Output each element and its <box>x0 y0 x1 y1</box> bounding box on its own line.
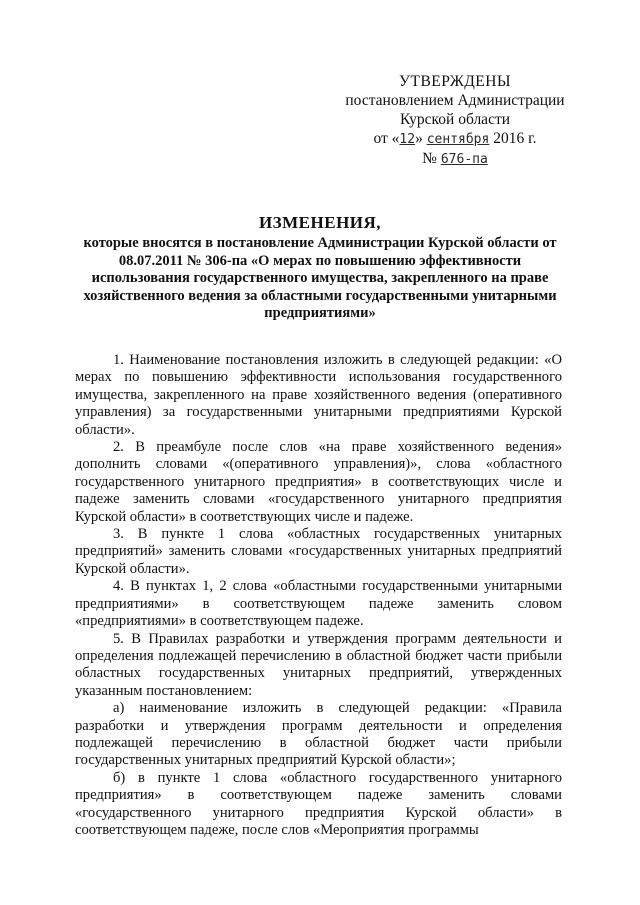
date-day: 12 <box>399 132 416 147</box>
date-mid: » <box>415 130 423 147</box>
approval-heading: УТВЕРЖДЕНЫ <box>399 73 511 90</box>
paragraph-4: 4. В пунктах 1, 2 слова «областными государственными унитарными предприятиями» в соответствующем падеже заменить словом «предприятиями» в соответствующем падеже. <box>75 578 562 630</box>
date-month: сентября <box>426 132 490 147</box>
number-value: 676-па <box>440 152 488 167</box>
document-title: ИЗМЕНЕНИЯ, <box>258 213 382 232</box>
approval-region-line: Курской области <box>399 111 511 128</box>
approval-stamp-block <box>330 72 580 169</box>
paragraph-5a: а) наименование изложить в следующей редакции: «Правила разработки и утверждения программ деятельности и определения подлежащей перечислению в областной бюджет части прибыли государственных унитарных предприятий Курской области»; <box>75 700 562 769</box>
paragraph-2: 2. В преамбуле после слов «на праве хозяйственного ведения» дополнить словами «(оперативного управления)», слова «областного государственного унитарного предприятия» в соответствующих числе и падеже заменить словами «государственного унитарного предприятия Курской области» в соответствующих числе и падеже. <box>75 439 562 525</box>
approval-authority-line: постановлением Администрации <box>345 92 565 109</box>
paragraph-3: 3. В пункте 1 слова «областных государственных унитарных предприятий» заменить словами «государственных унитарных предприятий Курской области». <box>75 526 562 577</box>
paragraph-5b: б) в пункте 1 слова «областного государственного унитарного предприятия» в соответствующем падеже заменить словами «государственного унитарного предприятия Курской области» в соответствующем падеже, после слов «Мероприятия программы <box>75 769 562 838</box>
approval-date-line <box>330 129 580 149</box>
document-title-block <box>80 213 560 323</box>
document-body <box>75 352 562 839</box>
paragraph-5: 5. В Правилах разработки и утверждения программ деятельности и определения подлежащей перечислению в областной бюджет части прибыли областных государственных унитарных предприятий, утвержденных указанным постановлением: <box>75 630 562 699</box>
date-prefix: от « <box>373 130 400 147</box>
approval-number-line <box>330 149 580 169</box>
date-year: 2016 г. <box>493 130 537 147</box>
paragraph-1: 1. Наименование постановления изложить в следующей редакции: «О мерах по повышению эффективности использования государственного имущества, закрепленного на праве хозяйственного ведения (оперативного управления) за государственными унитарными предприятиями Курской области». <box>75 352 562 438</box>
document-subtitle: которые вносятся в постановление Администрации Курской области от 08.07.2011 № 306-па «О мерах по повышению эффективности использования государственного имущества, закрепленного на праве хозяйственного ведения за областными государственными унитарными предприятиями» <box>83 235 557 321</box>
number-prefix: № <box>422 150 437 167</box>
